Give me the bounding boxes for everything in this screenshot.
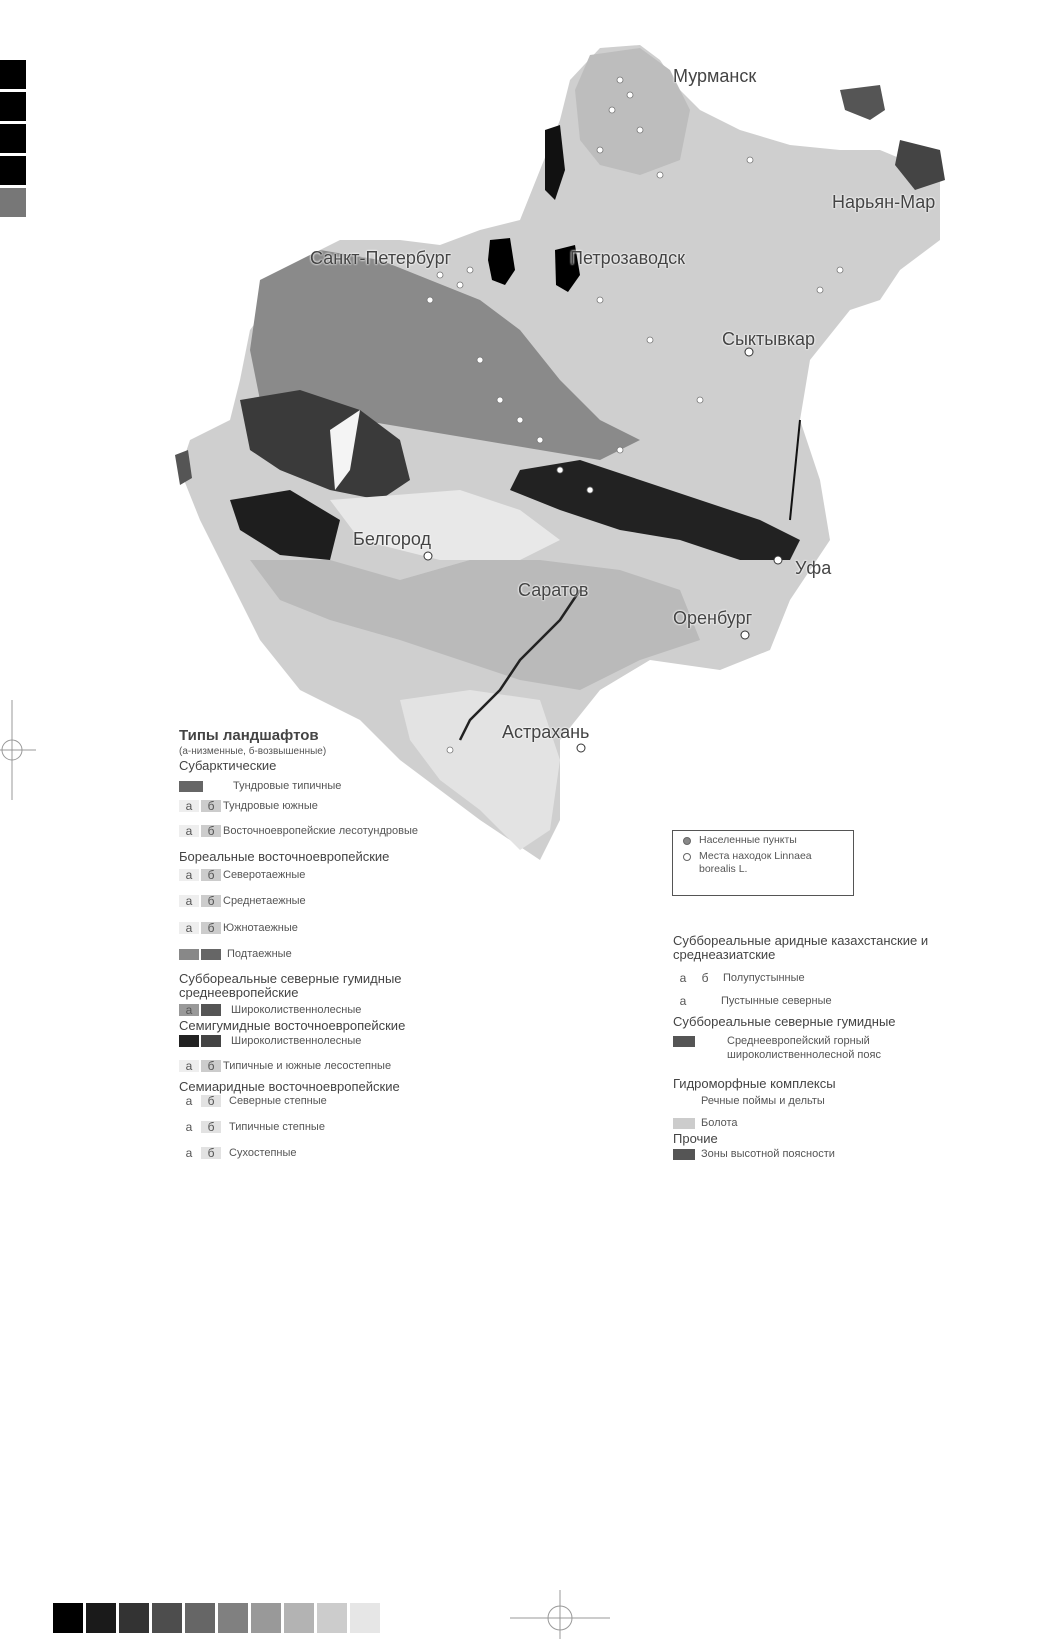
legend-item-dry-steppe: а б Сухостепные [179, 1147, 297, 1159]
registration-mark-bottom [510, 1590, 610, 1639]
city-label-astrakhan: Астрахань [502, 722, 590, 742]
legend-item-mountain: Среднеевропейский горный широколиственнолесной пояс [673, 1034, 917, 1062]
city-label-ufa: Уфа [795, 558, 832, 578]
registration-mark-left [0, 700, 40, 800]
legend-group-subboreal-arid: Суббореальные аридные казахстанские и среднеазиатские [673, 933, 929, 962]
legend-item-broadleaf1: а б Широколиственнолесные [179, 1004, 361, 1016]
city-label-syktyvkar: Сыктывкар [722, 329, 816, 349]
legend-item-tundra-south: а б Тундровые южные [179, 800, 318, 812]
legend-title: Типы ландшафтов [179, 727, 319, 744]
legend-group-hydro: Гидроморфные комплексы [673, 1076, 836, 1091]
legend-item-floodplain: Речные поймы и дельты [673, 1095, 825, 1107]
legend-item-subtaiga: Подтаежные [179, 948, 292, 960]
city-label-petrozavodsk: Петрозаводск [570, 248, 686, 268]
legend-group-subboreal-north: Суббореальные северные гумидные [673, 1014, 896, 1029]
legend-group-boreal: Бореальные восточноевропейские [179, 849, 390, 864]
legend-item-altitude: Зоны высотной поясности [673, 1148, 835, 1160]
legend-item-bogs: Болота [673, 1117, 738, 1129]
legend-item-tundra-typical: Тундровые типичные [179, 780, 341, 792]
legend-item-typical-steppe: а б Типичные степные [179, 1121, 325, 1133]
city-label-orenburg: Оренбург [673, 608, 753, 628]
city-label-naryan-mar: Нарьян-Мар [832, 192, 936, 212]
legend-item-desert-north: а Пустынные северные [673, 995, 832, 1007]
region-northeast-islands [840, 85, 885, 120]
legend-item-foreststeppe: а б Типичные и южные лесостепные [179, 1060, 391, 1072]
legend-group-semiarid: Семиаридные восточноевропейские [179, 1079, 400, 1094]
city-label-belgorod: Белгород [353, 529, 432, 549]
legend-subtitle: (а-низменные, б-возвышенные) [179, 746, 327, 757]
legend-item-mid-taiga: а б Среднетаежные [179, 895, 306, 907]
legend-item-forest-tundra: а б Восточноевропейские лесотундровые [179, 825, 418, 837]
city-label-saratov: Саратов [518, 580, 589, 600]
legend-item-north-taiga: а б Северотаежные [179, 869, 305, 881]
legend-swatch [179, 781, 203, 792]
legend-item-south-taiga: а б Южнотаежные [179, 922, 298, 934]
legend-box [672, 830, 854, 896]
grayscale-calibration-strip [53, 1603, 380, 1633]
city-label-st-petersburg: Санкт-Петербург [310, 248, 452, 268]
legend-box-settlements: Населенные пункты [679, 834, 847, 847]
city-label-murmansk: Мурманск [673, 66, 757, 86]
legend-group-subboreal-humid: Суббореальные северные гумидные среднеевропейские [179, 971, 402, 1000]
legend-group-subarctic: Субарктические [179, 758, 277, 773]
legend-box-finds: Места находок Linnaea borealis L. [679, 850, 847, 876]
legend-item-broadleaf2: а б Широколиственнолесные [179, 1035, 361, 1047]
legend-group-other: Прочие [673, 1131, 718, 1146]
legend-group-semihumid: Семигумидные восточноевропейские [179, 1018, 406, 1033]
legend-item-semidesert: а б Полупустынные [673, 972, 805, 984]
legend-item-north-steppe: а б Северные степные [179, 1095, 327, 1107]
